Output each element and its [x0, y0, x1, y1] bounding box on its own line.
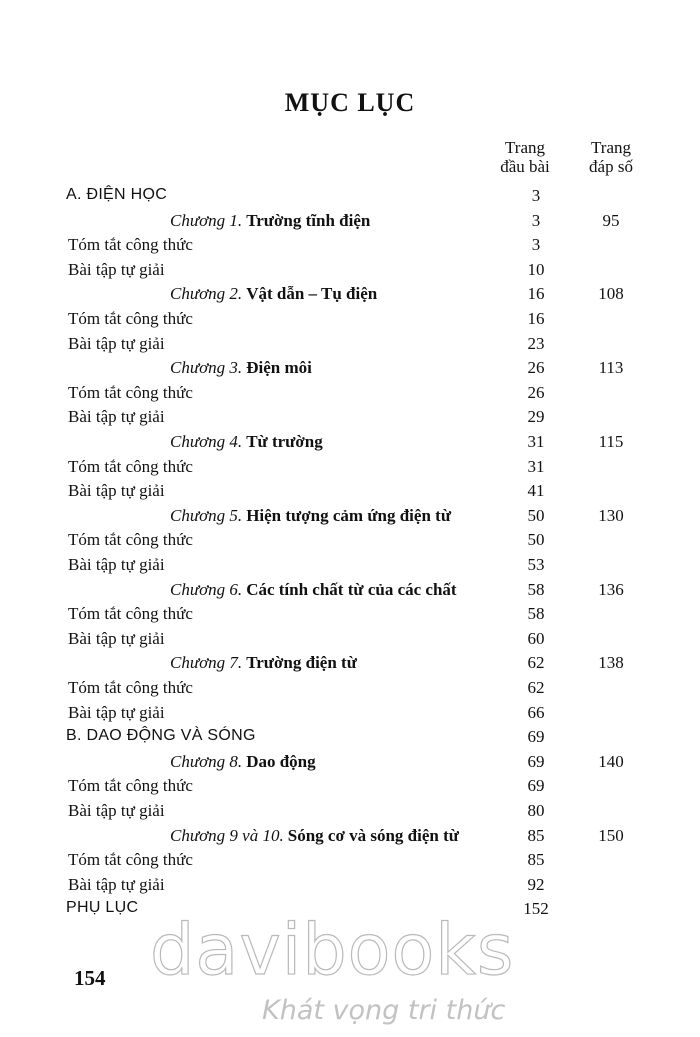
- toc-item-row: [0, 850, 700, 874]
- start-page-number: 31: [527, 432, 545, 451]
- toc-label: B. DAO ĐỘNG VÀ SÓNG: [66, 727, 256, 745]
- toc-item-row: [0, 407, 700, 431]
- chapter-title: Trường tĩnh điện: [246, 210, 371, 230]
- toc-section-row: [0, 727, 700, 751]
- chapter-title: Các tính chất từ của các chất: [246, 579, 457, 599]
- toc-label: Tóm tắt công thức: [68, 530, 193, 550]
- start-page-number: 41: [527, 481, 545, 501]
- toc-section-row: [0, 186, 700, 210]
- toc-label: [170, 580, 457, 600]
- start-page-number: 62: [527, 653, 545, 673]
- start-page-number: 10: [527, 259, 545, 279]
- toc-label: Tóm tắt công thức: [68, 776, 193, 796]
- start-page-number: 152: [523, 899, 549, 919]
- toc-label: Tóm tắt công thức: [68, 850, 193, 870]
- column-header-start-line2: đầu bài: [500, 157, 550, 176]
- start-page-number: 69: [527, 776, 545, 796]
- answer-page-number: 113: [598, 358, 624, 378]
- chapter-number: Chương 8.: [170, 751, 243, 771]
- toc-item-row: [0, 383, 700, 407]
- chapter-number: Chương 7.: [170, 653, 243, 673]
- toc-label: Bài tập tự giải: [68, 628, 165, 648]
- answer-page-number: 95: [602, 210, 620, 230]
- toc-chapter-row: [0, 211, 700, 235]
- start-page-number: 85: [527, 850, 545, 870]
- toc-label: Bài tập tự giải: [68, 702, 165, 722]
- toc-chapter-row: [0, 653, 700, 677]
- watermark-brand: davibooks: [150, 909, 515, 991]
- toc-item-row: [0, 703, 700, 727]
- page-number: 154: [74, 966, 106, 990]
- chapter-number: Chương 4.: [170, 432, 243, 451]
- toc-label: Tóm tắt công thức: [68, 309, 193, 328]
- toc-item-row: [0, 260, 700, 284]
- toc-label: Bài tập tự giải: [68, 481, 165, 501]
- toc-chapter-row: [0, 752, 700, 776]
- chapter-title: Vật dẫn – Tụ điện: [246, 284, 378, 304]
- answer-page-number: 115: [598, 432, 624, 451]
- toc-item-row: [0, 481, 700, 505]
- chapter-number: Chương 6.: [170, 579, 243, 599]
- start-page-number: 60: [527, 628, 545, 648]
- watermark-tagline: Khát vọng tri thức: [262, 995, 506, 1026]
- answer-page-number: 108: [598, 284, 624, 304]
- start-page-number: 31: [527, 456, 545, 476]
- toc-label: [170, 826, 459, 846]
- answer-page-number: 140: [598, 751, 624, 771]
- start-page-number: 3: [531, 186, 541, 205]
- page-title: MỤC LỤC: [284, 88, 416, 117]
- toc-label: [170, 653, 357, 673]
- toc-label: [170, 284, 377, 304]
- column-header-start-page: [480, 138, 570, 176]
- toc-label: PHỤ LỤC: [66, 899, 139, 917]
- toc-label: Bài tập tự giải: [68, 333, 165, 353]
- start-page-number: 50: [527, 530, 545, 550]
- toc-item-row: [0, 235, 700, 259]
- start-page-number: 58: [527, 579, 545, 599]
- start-page-number: 62: [527, 678, 545, 697]
- answer-page-number: 138: [598, 653, 624, 673]
- toc-label: Bài tập tự giải: [68, 555, 165, 574]
- toc-item-row: [0, 875, 700, 899]
- start-page-number: 50: [527, 505, 545, 525]
- column-header-answer-page: [566, 138, 656, 176]
- start-page-number: 23: [527, 333, 545, 353]
- toc-label: [170, 752, 316, 772]
- toc-item-row: [0, 457, 700, 481]
- toc-label: [170, 211, 370, 231]
- chapter-title: Hiện tượng cảm ứng điện từ: [246, 505, 452, 525]
- start-page-number: 66: [527, 702, 545, 722]
- start-page-number: 85: [527, 825, 545, 845]
- chapter-number: Chương 9 và 10.: [170, 825, 284, 845]
- toc-label: Bài tập tự giải: [68, 801, 165, 820]
- toc-item-row: [0, 309, 700, 333]
- start-page-number: 69: [527, 751, 545, 771]
- answer-page-number: 136: [598, 579, 624, 599]
- toc-label: Bài tập tự giải: [68, 407, 165, 427]
- toc-label: [170, 506, 451, 526]
- toc-chapter-row: [0, 506, 700, 530]
- toc-item-row: [0, 801, 700, 825]
- start-page-number: 16: [527, 284, 545, 304]
- chapter-title: Trường điện từ: [246, 653, 357, 673]
- chapter-title: Từ trường: [246, 432, 323, 451]
- start-page-number: 69: [527, 727, 545, 747]
- start-page-number: 3: [531, 235, 541, 255]
- start-page-number: 53: [527, 555, 545, 574]
- column-header-answer-line2: đáp số: [589, 157, 633, 176]
- answer-page-number: 130: [598, 505, 624, 525]
- chapter-number: Chương 3.: [170, 358, 243, 378]
- toc-label: Tóm tắt công thức: [68, 382, 193, 402]
- toc-label: [170, 358, 312, 378]
- toc-item-row: [0, 678, 700, 702]
- start-page-number: 16: [527, 309, 545, 328]
- start-page-number: 58: [527, 604, 545, 624]
- toc-label: Bài tập tự giải: [68, 874, 165, 894]
- column-header-start-line1: Trang: [505, 138, 545, 157]
- toc-item-row: [0, 555, 700, 579]
- toc-chapter-row: [0, 284, 700, 308]
- chapter-title: Sóng cơ và sóng điện từ: [287, 825, 459, 845]
- chapter-title: Dao động: [246, 751, 316, 771]
- start-page-number: 26: [527, 382, 545, 402]
- toc-item-row: [0, 776, 700, 800]
- column-header-answer-line1: Trang: [591, 138, 631, 157]
- toc-chapter-row: [0, 358, 700, 382]
- start-page-number: 29: [527, 407, 545, 427]
- toc-label: Tóm tắt công thức: [68, 678, 193, 697]
- chapter-title: Điện môi: [246, 358, 312, 378]
- answer-page-number: 150: [598, 825, 624, 845]
- toc-item-row: [0, 604, 700, 628]
- chapter-number: Chương 1.: [170, 210, 243, 230]
- toc-label: [170, 432, 323, 452]
- toc-label: Tóm tắt công thức: [68, 456, 193, 476]
- chapter-number: Chương 5.: [170, 505, 243, 525]
- toc-item-row: [0, 530, 700, 554]
- chapter-number: Chương 2.: [170, 284, 243, 304]
- toc-label: A. ĐIỆN HỌC: [66, 186, 168, 203]
- toc-item-row: [0, 629, 700, 653]
- start-page-number: 80: [527, 801, 545, 820]
- start-page-number: 26: [527, 358, 545, 378]
- toc-chapter-row: [0, 580, 700, 604]
- toc-label: Tóm tắt công thức: [68, 604, 193, 624]
- toc-label: Tóm tắt công thức: [68, 235, 193, 255]
- start-page-number: 92: [527, 874, 545, 894]
- start-page-number: 3: [531, 210, 541, 230]
- toc-item-row: [0, 334, 700, 358]
- toc-label: Bài tập tự giải: [68, 259, 165, 279]
- toc-chapter-row: [0, 826, 700, 850]
- toc-chapter-row: [0, 432, 700, 456]
